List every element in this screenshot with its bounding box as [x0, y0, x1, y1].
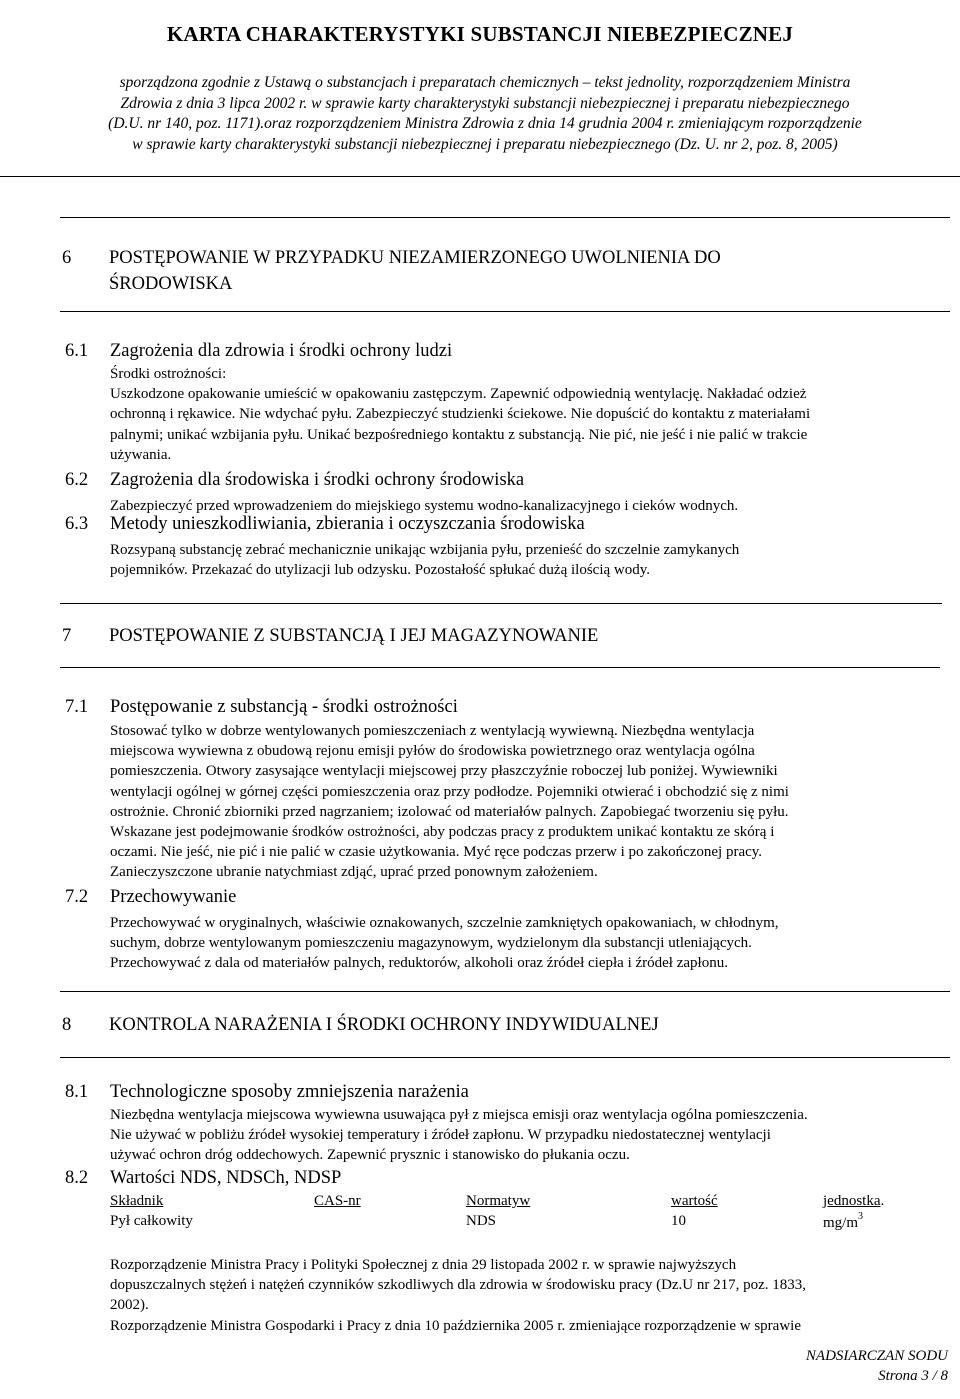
divider [60, 217, 950, 218]
text-line: Nie używać w pobliżu źródeł wysokiej temperatury i źródeł zapłonu. W przypadku niedostatecznej wentylacji [110, 1127, 771, 1144]
column-header: CAS-nr [314, 1193, 361, 1209]
subsection-title: Postępowanie z substancją - środki ostrożności [110, 697, 458, 717]
divider [60, 311, 950, 312]
subsection-number: 6.2 [65, 470, 89, 490]
text-line: Rozporządzenie Ministra Gospodarki i Pracy z dnia 10 października 2005 r. zmieniające rozporządzenie w sprawie [110, 1317, 801, 1334]
text-line: Rozporządzenie Ministra Pracy i Polityki Społecznej z dnia 29 listopada 2002 r. w sprawie najwyższych [110, 1257, 737, 1273]
text-line: używać ochron dróg oddechowych. Zapewnić prysznic i stanowisko do płukania oczu. [110, 1147, 630, 1164]
text-line: Zanieczyszczone ubranie natychmiast zdjąć, uprać przed ponownym założeniem. [110, 864, 598, 881]
text-line: wentylacji ogólnej w górnej części pomieszczenia oraz przy podłodze. Pojemniki otwierać i obchodzić się z nimi [110, 783, 789, 800]
footer-page-number: Strona 3 / 8 [878, 1368, 948, 1384]
text-line: Rozsypaną substancję zebrać mechanicznie unikając wzbijania pyłu, przenieść do szczelnie zamykanych [110, 542, 740, 558]
section-number: 8 [62, 1015, 72, 1035]
divider [60, 603, 942, 604]
subsection-number: 8.1 [65, 1082, 89, 1102]
section-number: 6 [62, 248, 72, 268]
subtitle-line: w sprawie karty charakterystyki substancji niebezpiecznej i preparatu niebezpiecznego (Dz. U. nr 2, poz. 8, 2005) [132, 135, 838, 153]
text-line: palnymi; unikać wzbijania pyłu. Unikać bezpośredniego kontaktu z substancją. Nie pić, nie jeść i nie palić w trakcie [110, 426, 808, 443]
text-line: Stosować tylko w dobrze wentylowanych pomieszczeniach z wentylacją wywiewną. Niezbędna wentylacja [110, 723, 755, 739]
divider [60, 991, 950, 992]
page-footer [806, 1346, 948, 1386]
subsection-title: Przechowywanie [110, 887, 237, 907]
text-line: miejscowa wywiewna z obudową rejonu emisji pyłów do środowiska powietrznego oraz wentylacja ogólna [110, 743, 755, 760]
text-line: ostrożnie. Chronić zbiorniki przed nagrzaniem; izolować od materiałów palnych. Zapobiegać tworzeniu się pyłu. [110, 803, 789, 820]
paragraph-8-2-regulations [110, 1255, 951, 1336]
subsection-title: Zagrożenia dla zdrowia i środki ochrony ludzi [110, 341, 453, 361]
paragraph-6-3 [110, 540, 951, 580]
nds-table [110, 1193, 884, 1233]
table-cell [314, 1213, 466, 1233]
section-title [109, 245, 721, 297]
subsection-number: 6.1 [65, 341, 89, 361]
text-line: Zabezpieczyć przed wprowadzeniem do miejskiego systemu wodno-kanalizacyjnego i cieków wodnych. [110, 498, 739, 514]
section-title-line: ŚRODOWISKA [109, 274, 233, 294]
subsection-number: 8.2 [65, 1168, 89, 1188]
subsection-number: 7.1 [65, 697, 89, 717]
document-title: KARTA CHARAKTERYSTYKI SUBSTANCJI NIEBEZPIECZNEJ [166, 22, 794, 46]
footer-product-name: NADSIARCZAN SODU [805, 1348, 948, 1364]
unit-text: mg/m [823, 1215, 859, 1231]
paragraph-6-1 [110, 364, 951, 465]
divider [60, 667, 940, 668]
subtitle-line: sporządzona zgodnie z Ustawą o substancjach i preparatach chemicznych – tekst jednolity, rozporządzeniem Ministra [119, 74, 851, 91]
subsection-number: 7.2 [65, 887, 89, 907]
section-title-line: POSTĘPOWANIE W PRZYPADKU NIEZAMIERZONEGO UWOLNIENIA DO [109, 248, 721, 268]
section-title: KONTROLA NARAŻENIA I ŚRODKI OCHRONY INDYWIDUALNEJ [109, 1015, 659, 1035]
paragraph-7-2 [110, 913, 951, 974]
text-line: Niezbędna wentylacja miejscowa wywiewna usuwająca pył z miejsca emisji oraz wentylacja ogólna pomieszczenia. [110, 1107, 808, 1123]
table-row [110, 1213, 884, 1233]
text-line: dopuszczalnych stężeń i natężeń czynników szkodliwych dla zdrowia w środowisku pracy (Dz.U nr 217, poz. 1833, [110, 1277, 807, 1294]
paragraph-7-1 [110, 721, 951, 883]
table-cell: NDS [466, 1213, 497, 1229]
subsection-title: Technologiczne sposoby zmniejszenia narażenia [110, 1082, 469, 1102]
text-line: Uszkodzone opakowanie umieścić w opakowaniu zastępczym. Zapewnić odpowiednią wentylację. Nakładać odzież [110, 386, 807, 403]
unit-superscript: 3 [858, 1211, 864, 1222]
text-line: 2002). [110, 1297, 149, 1314]
paragraph-8-1 [110, 1105, 951, 1166]
column-header: Normatyw [466, 1193, 531, 1209]
column-header: wartość [671, 1193, 718, 1209]
column-header: Składnik [110, 1193, 164, 1209]
table-cell-unit [823, 1213, 884, 1233]
section-number: 7 [62, 626, 72, 646]
document-subtitle [60, 73, 910, 155]
text-line: pojemników. Przekazać do utylizacji lub odzysku. Pozostałość spłukać dużą ilością wody. [110, 562, 650, 579]
subsection-number: 6.3 [65, 514, 89, 534]
table-cell: 10 [671, 1213, 686, 1229]
column-header: jednostka [823, 1193, 881, 1209]
header-trailing-period: . [880, 1193, 885, 1209]
subsection-title: Zagrożenia dla środowiska i środki ochrony środowiska [110, 470, 525, 490]
text-line: Wskazane jest podejmowanie środków ostrożności, aby podczas pracy z produktem unikać kontaktu ze skórą i [110, 824, 775, 841]
section-title: POSTĘPOWANIE Z SUBSTANCJĄ I JEJ MAGAZYNOWANIE [109, 626, 599, 646]
text-line: Przechowywać z dala od materiałów palnych, reduktorów, alkoholi oraz źródeł ciepła i źródeł zapłonu. [110, 955, 728, 972]
text-line: suchym, dobrze wentylowanym pomieszczeniu magazynowym, wydzielonym dla substancji utleniających. [110, 935, 752, 952]
text-line: oczami. Nie jeść, nie pić i nie palić w czasie użytkowania. Myć ręce podczas przerw i po zakończonej pracy. [110, 844, 763, 861]
text-line: Środki ostrożności: [110, 366, 227, 382]
subtitle-line: (D.U. nr 140, poz. 1171).oraz rozporządzeniem Ministra Zdrowia z dnia 14 grudnia 2004 r. zmieniającym rozporządzenie [108, 115, 862, 132]
text-line: Przechowywać w oryginalnych, właściwie oznakowanych, szczelnie zamkniętych opakowaniach, w chłodnym, [110, 915, 779, 931]
table-header-row [110, 1193, 884, 1213]
text-line: pomieszczenia. Otwory zasysające wentylacji miejscowej przy płaszczyźnie roboczej lub poniżej. Wywiewniki [110, 763, 778, 780]
document-header [0, 0, 960, 177]
text-line: ochronną i rękawice. Nie wdychać pyłu. Zabezpieczyć studzienki ściekowe. Nie dopuścić do kontaktu z materiałami [110, 406, 811, 423]
subtitle-line: Zdrowia z dnia 3 lipca 2002 r. w sprawie karty charakterystyki substancji niebezpiecznej i preparatu niebezpiecznego [120, 94, 850, 112]
divider [60, 1057, 950, 1058]
text-line: używania. [110, 446, 172, 463]
subsection-title: Wartości NDS, NDSCh, NDSP [110, 1168, 342, 1188]
subsection-title: Metody unieszkodliwiania, zbierania i oczyszczania środowiska [110, 514, 585, 534]
table-cell: Pył całkowity [110, 1213, 193, 1229]
